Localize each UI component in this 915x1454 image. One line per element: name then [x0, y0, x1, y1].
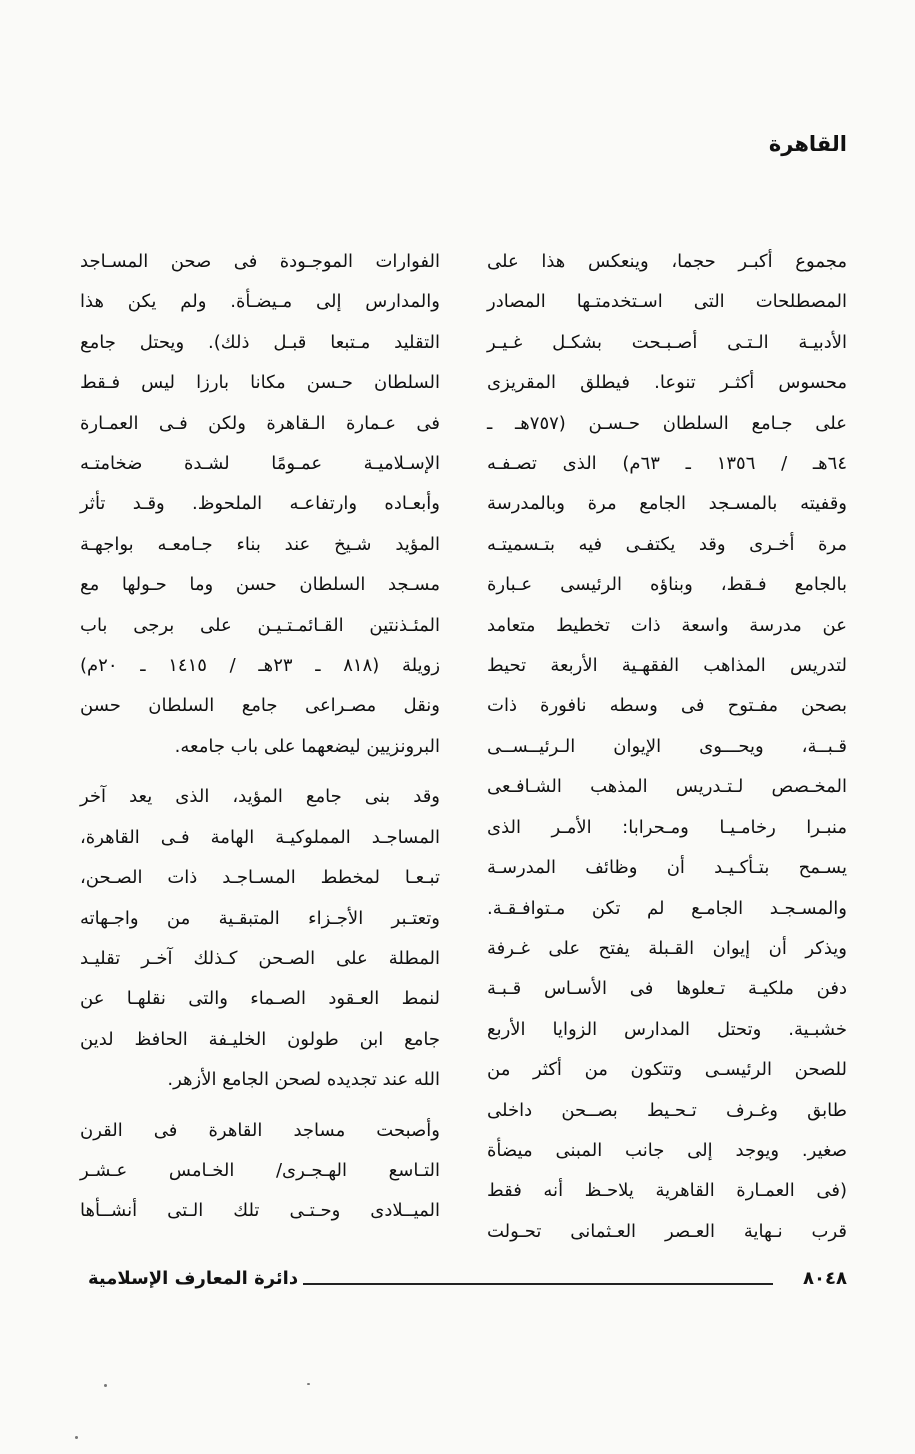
- text-line: طابق وغـرف تـحـيط بصــحن داخلى: [487, 1099, 847, 1121]
- text-line: السلطان حـسن مكانا بارزا ليس فـقط: [80, 372, 440, 394]
- text-line: (فى العمـارة القاهرية يلاحـظ أنه فقط: [487, 1180, 847, 1202]
- text-line: قـبــة، ويحـــوى الإيوان الـرئيــســى: [487, 735, 847, 757]
- text-line: المصطلحات التى اسـتخدمتـها المصادر: [487, 291, 847, 313]
- text-line: الله عند تجديده لصحن الجامع الأزهر.: [167, 1069, 440, 1091]
- text-line: التـاسع الهـجـرى/ الخـامس عـشـر: [80, 1159, 440, 1181]
- text-line: وأصبحت مساجد القاهرة فى القرن: [80, 1119, 440, 1141]
- publication-name: دائرة المعارف الإسلامية: [88, 1268, 299, 1289]
- text-line: فى عـمارة الـقاهرة ولكن فـى العمـارة: [80, 412, 440, 434]
- text-line: قرب نـهاية العـصر العـثمانى تحـولت: [487, 1220, 847, 1242]
- text-line: زويلة (٨١٨ ـ ٢٣هـ / ١٤١٥ ـ ٢٠م): [80, 655, 441, 677]
- text-line: الميــلادى وحـتـى تلك الـتى أنشــأها: [80, 1200, 440, 1222]
- text-line: جامع ابن طولون الخليـفة الحافظ لدين: [80, 1028, 440, 1050]
- text-line: وقد بنى جامع المؤيد، الذى يعد آخر: [80, 786, 440, 808]
- page-number: ٨٠٤٨: [803, 1268, 847, 1289]
- text-line: عن مدرسة واسعة ذات تخطيط متعامد: [487, 614, 847, 636]
- text-line: للصحن الرئيسـى وتتكون من أكثر من: [487, 1059, 847, 1081]
- text-line: الأدبيـة الـتـى أصـبـحت بشكـل غـيـر: [487, 331, 847, 353]
- text-line: صغير. ويوجد إلى جانب المبنى ميضأة: [487, 1139, 847, 1161]
- text-line: والمسـجـد الجامـع لم تكن مـتوافـقـة.: [487, 897, 847, 919]
- footer-rule: [303, 1283, 773, 1285]
- text-line: الإسـلاميـة عمـومًا لشـدة ضخامتـه: [80, 453, 440, 475]
- text-line: لتدريس المذاهب الفقهـية الأربعة تحيط: [487, 655, 847, 677]
- text-line: بالجامع فـقط، وبناؤه الرئيسى عـبارة: [487, 574, 847, 596]
- text-line: تبـعـا لمخطط المسـاجـد ذات الصـحن،: [80, 867, 440, 889]
- right-column: [487, 242, 847, 1252]
- paragraph-gap: [80, 1101, 440, 1111]
- text-line: محسوس أكثـر تنوعا. فيطلق المقريزى: [487, 372, 847, 394]
- text-line: المئـذنتين القـائمـتـيـن على برجى باب: [80, 614, 440, 636]
- text-line: دفن ملكيـة تـعلوها فى الأسـاس قـبـة: [487, 978, 847, 1000]
- text-line: خشبـية. وتحتل المدارس الزوايا الأربع: [487, 1018, 847, 1040]
- text-line: مسـجد السلطان حسن وما حـولها مع: [80, 574, 440, 596]
- text-line: منبـرا رخامـيـا ومـحرابا: الأمـر الذى: [487, 816, 847, 838]
- text-line: البرونزيين ليضعهما على باب جامعه.: [174, 735, 440, 757]
- text-line: ويذكر أن إيوان القـبلة يفتح على غـرفة: [487, 937, 847, 959]
- text-line: ونقل مصـراعى جامع السلطان حسن: [80, 695, 440, 717]
- text-line: مجموع أكبـر حجما، وينعكس هذا على: [487, 251, 847, 272]
- text-line: المطلة على الصـحن كـذلك آخـر تقليـد: [80, 947, 440, 969]
- text-line: لنمط العـقود الصـماء والتى نقلهـا عن: [80, 988, 440, 1010]
- text-line: بصحن مفـتوح فى وسطه نافورة ذات: [487, 695, 847, 717]
- text-line: وأبعـاده وارتفاعـه الملحوظ. وقـد تأثر: [80, 493, 440, 515]
- left-column: [80, 242, 440, 1232]
- text-line: والمدارس إلى مـيضـأة. ولم يكن هذا: [80, 291, 440, 313]
- text-line: على جـامع السلطان حـسـن (٧٥٧هـ ـ: [487, 412, 847, 434]
- text-line: وتعتـبر الأجـزاء المتبقـية من واجـهاته: [80, 907, 440, 929]
- text-line: المؤيد شـيخ عند بناء جـامعـه بواجهـة: [80, 533, 440, 555]
- text-line: وقفيته بالمسـجد الجامع مرة وبالمدرسة: [487, 493, 847, 515]
- scan-speck: [75, 1436, 78, 1439]
- running-title: القاهرة: [768, 132, 847, 156]
- text-line: ٦٤هـ / ١٣٥٦ ـ ٦٣م) الذى تصـفـه: [487, 453, 848, 475]
- text-line: الفوارات الموجـودة فى صحن المسـاجد: [80, 251, 440, 272]
- text-line: المخـصص لـتـدريس المذهب الشـافـعى: [487, 776, 847, 798]
- text-line: التقليد مـتبعا قبـل ذلك). ويحتل جامع: [80, 331, 440, 353]
- scan-speck: [104, 1384, 107, 1387]
- page-footer: [88, 1268, 847, 1298]
- text-line: المساجـد المملوكيـة الهامة فـى القاهرة،: [80, 826, 440, 848]
- paragraph-gap: [80, 767, 440, 777]
- text-line: يسـمح بتـأكـيـد أن وظائف المدرسـة: [487, 857, 847, 879]
- scan-speck: [307, 1383, 310, 1385]
- text-line: مرة أخـرى وقد يكتفـى فيه بتـسميتـه: [487, 533, 847, 555]
